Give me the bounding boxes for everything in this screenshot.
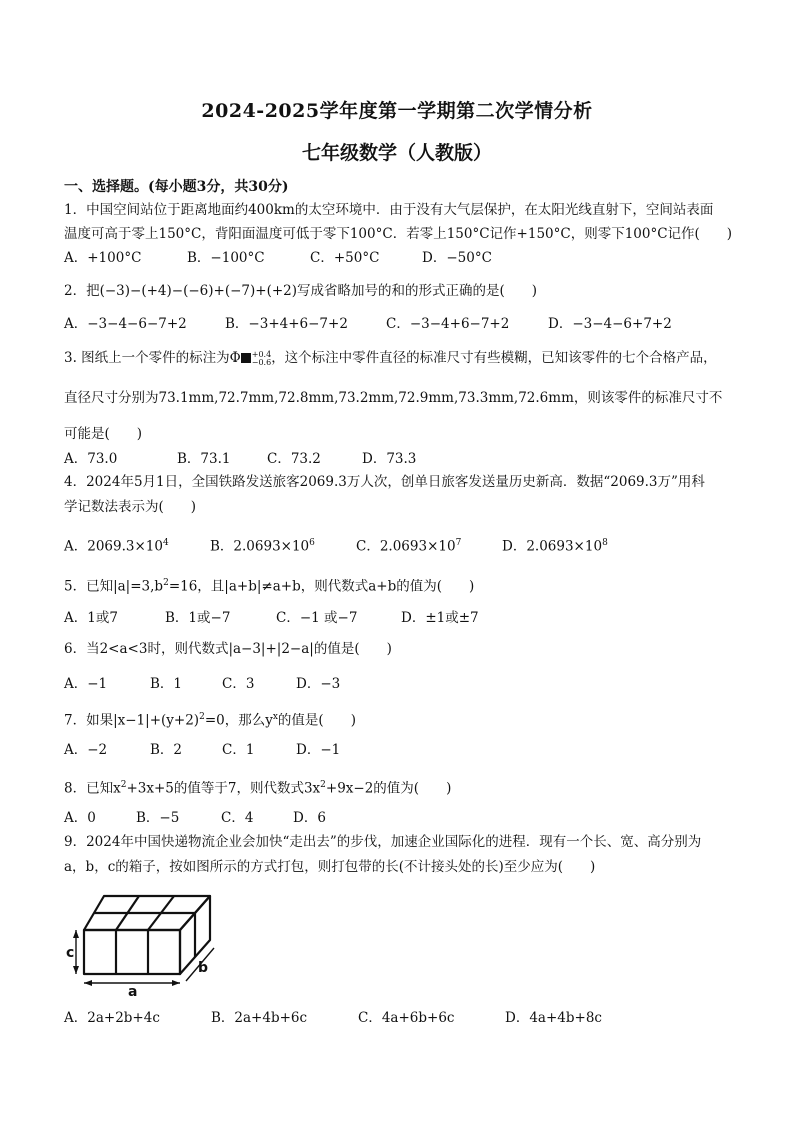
q4-option-a[interactable] (64, 533, 210, 557)
q6-options (64, 674, 744, 694)
q8-option-a[interactable]: A．0 (64, 810, 96, 826)
tolerance (252, 351, 271, 367)
dimension-c-arrow-top (73, 930, 79, 938)
q5-line1 (64, 573, 744, 597)
q7-text-b: =0，那么y (204, 712, 273, 729)
box-front-face (84, 930, 180, 974)
section-heading: 一、选择题。(每小题3分，共30分) (64, 179, 289, 195)
packaged-box-figure (64, 888, 224, 1000)
q4-option-d[interactable] (502, 533, 608, 557)
dimension-a-arrow-left (84, 980, 92, 986)
label-b: b (198, 960, 209, 976)
q3-options (64, 449, 744, 469)
q2-options (64, 314, 744, 334)
q4-line2: 学记数法表示为( ) (64, 499, 197, 515)
q4-options (64, 533, 744, 557)
q6-line1: 6．当2<a<3时，则代数式|a−3|+|2−a|的值是( ) (64, 641, 392, 657)
label-a: a (128, 984, 138, 1000)
q8-text-c: +9x−2的值为( ) (325, 780, 452, 797)
q5-options (64, 608, 744, 628)
q5-text-b: =16，且|a+b|≠a+b，则代数式a+b的值为( ) (168, 578, 475, 595)
q5-text-a: 5．已知|a|=3,b (64, 578, 164, 595)
dimension-c-arrow-bottom (73, 966, 79, 974)
q3-option-b[interactable]: B．73.1 (177, 451, 231, 467)
q7-sup1: 2 (199, 712, 205, 722)
q4-option-d-exp: 8 (602, 538, 608, 548)
q6-option-a[interactable]: A．−1 (64, 676, 108, 692)
q7-option-d[interactable]: D．−1 (296, 742, 341, 758)
q8-sup1: 2 (120, 780, 127, 790)
q9-line1: 9．2024年中国快递物流企业会加快“走出去”的步伐，加速企业国际化的进程．现有一个长、宽、高分别为 (64, 834, 702, 850)
q1-line2: 温度可高于零上150°C，背阳面温度可低于零下100°C．若零上150°C记作+150°C，则零下100°C记作( ) (64, 226, 733, 242)
q4-option-b-exp: 6 (309, 538, 315, 548)
tolerance-upper: +0.4 (251, 349, 272, 359)
q7-sup2: x (272, 712, 278, 722)
q1-option-c[interactable]: C．+50°C (310, 250, 380, 266)
q3-option-a[interactable]: A．73.0 (64, 451, 118, 467)
q1-options (64, 248, 744, 268)
q6-option-d[interactable]: D．−3 (296, 676, 341, 692)
q4-option-b[interactable] (210, 533, 356, 557)
q3-option-c[interactable]: C．73.2 (267, 451, 321, 467)
q8-line1 (64, 775, 744, 799)
q8-text-b: +3x+5的值等于7，则代数式3x (126, 780, 321, 797)
q9-option-d[interactable]: D．4a+4b+8c (505, 1010, 602, 1026)
q7-line1 (64, 707, 744, 731)
q7-option-c[interactable]: C．1 (222, 742, 255, 758)
q3-line3: 可能是( ) (64, 426, 143, 442)
q1-line1: 1．中国空间站位于距离地面约400km的太空环境中．由于没有大气层保护，在太阳光线直射下，空间站表面 (64, 202, 714, 218)
q7-options (64, 740, 744, 760)
q2-option-d[interactable]: D．−3−4−6+7+2 (548, 316, 672, 332)
q1-option-a[interactable]: A．+100°C (64, 250, 142, 266)
q6-option-b[interactable]: B．1 (150, 676, 183, 692)
q8-option-d[interactable]: D．6 (293, 810, 326, 826)
q5-option-c[interactable]: C．−1 或−7 (276, 610, 358, 626)
q3-option-d[interactable]: D．73.3 (362, 451, 417, 467)
q7-option-a[interactable]: A．−2 (64, 742, 108, 758)
q4-line1: 4．2024年5月1日，全国铁路发送旅客2069.3万人次，创单日旅客发送量历史新高．数据“2069.3万”用科 (64, 474, 705, 490)
q1-option-d[interactable]: D．−50°C (422, 250, 492, 266)
q9-line2: a，b，c的箱子，按如图所示的方式打包，则打包带的长(不计接头处的长)至少应为( ) (64, 859, 596, 875)
q3-line1-pre: 3. 图纸上一个零件的标注为Φ (64, 350, 241, 366)
q4-option-b-base: B．2.0693×10 (210, 538, 310, 555)
q5-option-a[interactable]: A．1或7 (64, 610, 118, 626)
q2-option-a[interactable]: A．−3−4−6−7+2 (64, 316, 187, 332)
q3-line2: 直径尺寸分别为73.1mm,72.7mm,72.8mm,73.2mm,72.9mm,73.3mm,72.6mm，则该零件的标准尺寸不 (64, 390, 723, 406)
exam-title: 2024-2025学年度第一学期第二次学情分析 (201, 100, 593, 122)
q7-text-c: 的值是( ) (277, 712, 356, 729)
q8-options (64, 808, 744, 828)
q7-text-a: 7．如果|x−1|+(y+2) (64, 712, 200, 729)
q5-sup: 2 (163, 578, 169, 588)
q9-options (64, 1008, 744, 1028)
q3-line1-post: ，这个标注中零件直径的标准尺寸有些模糊，已知该零件的七个合格产品， (271, 350, 717, 366)
q4-option-a-base: A．2069.3×10 (64, 538, 163, 555)
q4-option-c-exp: 7 (455, 538, 462, 548)
q4-option-c[interactable] (356, 533, 502, 557)
q9-option-a[interactable]: A．2a+2b+4c (64, 1010, 160, 1026)
q2-option-c[interactable]: C．−3−4+6−7+2 (386, 316, 510, 332)
q1-option-b[interactable]: B．−100°C (187, 250, 265, 266)
blurred-dimension-icon (241, 353, 251, 363)
q8-option-c[interactable]: C．4 (221, 810, 254, 826)
q4-option-a-exp: 4 (162, 538, 169, 548)
q4-option-c-base: C．2.0693×10 (356, 538, 456, 555)
q2-option-b[interactable]: B．−3+4+6−7+2 (225, 316, 348, 332)
q9-option-b[interactable]: B．2a+4b+6c (211, 1010, 308, 1026)
q9-option-c[interactable]: C．4a+6b+6c (358, 1010, 455, 1026)
q3-line1 (64, 348, 744, 368)
q6-option-c[interactable]: C．3 (222, 676, 255, 692)
tolerance-lower: −0.6 (251, 357, 272, 367)
q2-line1: 2．把(−3)−(+4)−(−6)+(−7)+(+2)写成省略加号的和的形式正确的是( ) (64, 283, 538, 299)
q7-option-b[interactable]: B．2 (150, 742, 183, 758)
exam-subtitle: 七年级数学（人教版） (301, 142, 492, 164)
q4-option-d-base: D．2.0693×10 (502, 538, 603, 555)
q8-sup2: 2 (320, 780, 326, 790)
q8-text-a: 8．已知x (64, 780, 121, 797)
q5-option-b[interactable]: B．1或−7 (165, 610, 231, 626)
q5-option-d[interactable]: D．±1或±7 (401, 610, 479, 626)
label-c: c (66, 945, 75, 961)
dimension-a-arrow-right (172, 980, 180, 986)
q8-option-b[interactable]: B．−5 (136, 810, 180, 826)
